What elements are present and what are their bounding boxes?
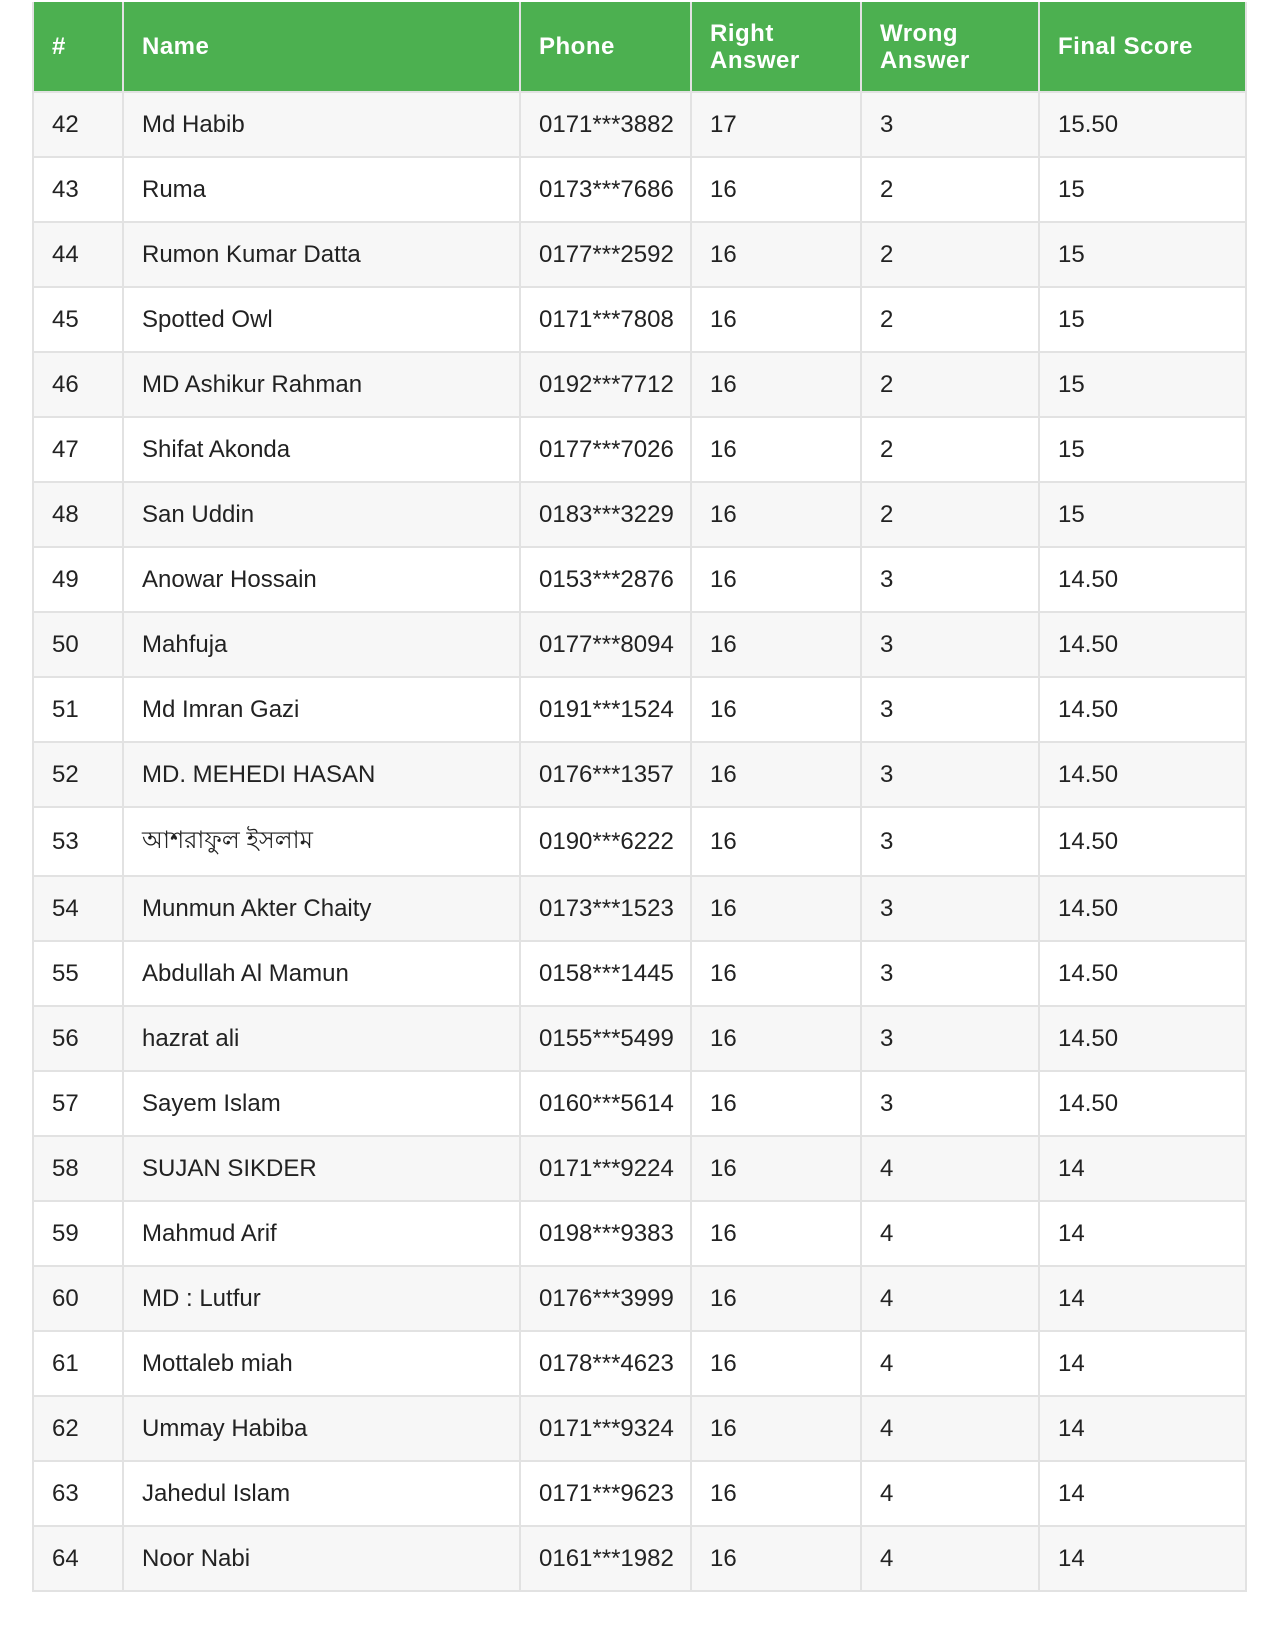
cell-rank: 45 [33, 287, 123, 352]
cell-right-answer: 16 [691, 677, 861, 742]
table-row [33, 1396, 1246, 1461]
cell-rank: 49 [33, 547, 123, 612]
cell-right-answer: 16 [691, 612, 861, 677]
cell-right-answer: 16 [691, 742, 861, 807]
cell-wrong-answer: 4 [861, 1461, 1039, 1526]
cell-name: Noor Nabi [123, 1526, 520, 1591]
cell-rank: 56 [33, 1006, 123, 1071]
table-row [33, 742, 1246, 807]
header-phone: Phone [520, 2, 691, 92]
cell-rank: 52 [33, 742, 123, 807]
cell-rank: 61 [33, 1331, 123, 1396]
cell-phone: 0173***1523 [520, 876, 691, 941]
header-final-score: Final Score [1039, 2, 1246, 92]
cell-right-answer: 16 [691, 1396, 861, 1461]
cell-wrong-answer: 3 [861, 742, 1039, 807]
cell-rank: 59 [33, 1201, 123, 1266]
cell-final-score: 14 [1039, 1266, 1246, 1331]
cell-final-score: 14.50 [1039, 807, 1246, 876]
cell-phone: 0176***3999 [520, 1266, 691, 1331]
cell-right-answer: 16 [691, 417, 861, 482]
cell-rank: 42 [33, 92, 123, 157]
cell-right-answer: 16 [691, 482, 861, 547]
cell-final-score: 14.50 [1039, 677, 1246, 742]
cell-wrong-answer: 3 [861, 1071, 1039, 1136]
cell-phone: 0177***8094 [520, 612, 691, 677]
cell-name: Munmun Akter Chaity [123, 876, 520, 941]
cell-final-score: 15 [1039, 157, 1246, 222]
cell-rank: 60 [33, 1266, 123, 1331]
cell-phone: 0198***9383 [520, 1201, 691, 1266]
table-row [33, 92, 1246, 157]
cell-final-score: 15 [1039, 482, 1246, 547]
cell-wrong-answer: 2 [861, 287, 1039, 352]
cell-name: Mahfuja [123, 612, 520, 677]
cell-name: Spotted Owl [123, 287, 520, 352]
table-row [33, 1266, 1246, 1331]
cell-name: Ummay Habiba [123, 1396, 520, 1461]
cell-phone: 0176***1357 [520, 742, 691, 807]
cell-name: MD Ashikur Rahman [123, 352, 520, 417]
table-row [33, 547, 1246, 612]
table-row [33, 941, 1246, 1006]
cell-phone: 0171***7808 [520, 287, 691, 352]
cell-right-answer: 16 [691, 157, 861, 222]
cell-name: Jahedul Islam [123, 1461, 520, 1526]
cell-right-answer: 16 [691, 1266, 861, 1331]
cell-phone: 0173***7686 [520, 157, 691, 222]
cell-rank: 57 [33, 1071, 123, 1136]
cell-name: MD. MEHEDI HASAN [123, 742, 520, 807]
cell-name: Rumon Kumar Datta [123, 222, 520, 287]
table-row [33, 417, 1246, 482]
table-row [33, 807, 1246, 876]
table-row [33, 287, 1246, 352]
cell-wrong-answer: 3 [861, 941, 1039, 1006]
cell-wrong-answer: 3 [861, 807, 1039, 876]
cell-wrong-answer: 3 [861, 92, 1039, 157]
cell-right-answer: 16 [691, 941, 861, 1006]
cell-wrong-answer: 4 [861, 1526, 1039, 1591]
cell-wrong-answer: 4 [861, 1331, 1039, 1396]
cell-phone: 0161***1982 [520, 1526, 691, 1591]
table-row [33, 222, 1246, 287]
cell-name: Sayem Islam [123, 1071, 520, 1136]
cell-rank: 50 [33, 612, 123, 677]
table-body [33, 92, 1246, 1591]
table-row [33, 352, 1246, 417]
cell-right-answer: 16 [691, 1461, 861, 1526]
cell-phone: 0155***5499 [520, 1006, 691, 1071]
header-row [33, 2, 1246, 92]
cell-wrong-answer: 2 [861, 352, 1039, 417]
header-wrong-answer: Wrong Answer [861, 2, 1039, 92]
cell-final-score: 15 [1039, 222, 1246, 287]
table-row [33, 1071, 1246, 1136]
cell-rank: 55 [33, 941, 123, 1006]
cell-wrong-answer: 3 [861, 677, 1039, 742]
cell-final-score: 14.50 [1039, 876, 1246, 941]
cell-right-answer: 16 [691, 222, 861, 287]
cell-phone: 0171***9623 [520, 1461, 691, 1526]
cell-right-answer: 16 [691, 1201, 861, 1266]
cell-rank: 54 [33, 876, 123, 941]
table-row [33, 1461, 1246, 1526]
cell-right-answer: 16 [691, 1526, 861, 1591]
cell-phone: 0178***4623 [520, 1331, 691, 1396]
cell-final-score: 14 [1039, 1201, 1246, 1266]
cell-right-answer: 16 [691, 1006, 861, 1071]
cell-right-answer: 16 [691, 547, 861, 612]
cell-phone: 0171***9324 [520, 1396, 691, 1461]
header-name: Name [123, 2, 520, 92]
cell-name: Mahmud Arif [123, 1201, 520, 1266]
table-row [33, 482, 1246, 547]
table-row [33, 677, 1246, 742]
cell-final-score: 14 [1039, 1331, 1246, 1396]
cell-final-score: 15 [1039, 417, 1246, 482]
cell-right-answer: 16 [691, 352, 861, 417]
cell-name: Ruma [123, 157, 520, 222]
cell-final-score: 14 [1039, 1396, 1246, 1461]
table-row [33, 1201, 1246, 1266]
cell-phone: 0158***1445 [520, 941, 691, 1006]
header-rank: # [33, 2, 123, 92]
cell-right-answer: 16 [691, 1136, 861, 1201]
cell-wrong-answer: 2 [861, 222, 1039, 287]
cell-wrong-answer: 4 [861, 1201, 1039, 1266]
results-table [32, 2, 1247, 1592]
table-row [33, 876, 1246, 941]
cell-phone: 0153***2876 [520, 547, 691, 612]
cell-name: Shifat Akonda [123, 417, 520, 482]
cell-wrong-answer: 4 [861, 1266, 1039, 1331]
cell-name: SUJAN SIKDER [123, 1136, 520, 1201]
cell-name: hazrat ali [123, 1006, 520, 1071]
cell-final-score: 15.50 [1039, 92, 1246, 157]
cell-name: Mottaleb miah [123, 1331, 520, 1396]
cell-phone: 0171***9224 [520, 1136, 691, 1201]
cell-right-answer: 16 [691, 807, 861, 876]
cell-wrong-answer: 4 [861, 1136, 1039, 1201]
cell-name: San Uddin [123, 482, 520, 547]
cell-name: Md Habib [123, 92, 520, 157]
cell-rank: 46 [33, 352, 123, 417]
table-row [33, 157, 1246, 222]
cell-name: Abdullah Al Mamun [123, 941, 520, 1006]
cell-rank: 43 [33, 157, 123, 222]
cell-rank: 58 [33, 1136, 123, 1201]
cell-final-score: 14.50 [1039, 1006, 1246, 1071]
cell-phone: 0160***5614 [520, 1071, 691, 1136]
cell-final-score: 14.50 [1039, 612, 1246, 677]
cell-name: Md Imran Gazi [123, 677, 520, 742]
cell-wrong-answer: 2 [861, 417, 1039, 482]
cell-phone: 0177***7026 [520, 417, 691, 482]
cell-rank: 62 [33, 1396, 123, 1461]
cell-phone: 0183***3229 [520, 482, 691, 547]
cell-final-score: 14.50 [1039, 547, 1246, 612]
table-row [33, 1526, 1246, 1591]
cell-phone: 0171***3882 [520, 92, 691, 157]
cell-right-answer: 16 [691, 1331, 861, 1396]
cell-final-score: 14 [1039, 1461, 1246, 1526]
cell-wrong-answer: 3 [861, 1006, 1039, 1071]
cell-phone: 0192***7712 [520, 352, 691, 417]
table-row [33, 1136, 1246, 1201]
cell-phone: 0177***2592 [520, 222, 691, 287]
cell-name: আশরাফুল ইসলাম [123, 807, 520, 876]
cell-final-score: 14.50 [1039, 941, 1246, 1006]
cell-wrong-answer: 2 [861, 482, 1039, 547]
cell-final-score: 14 [1039, 1526, 1246, 1591]
cell-name: MD : Lutfur [123, 1266, 520, 1331]
cell-right-answer: 17 [691, 92, 861, 157]
cell-right-answer: 16 [691, 287, 861, 352]
table-row [33, 1331, 1246, 1396]
cell-wrong-answer: 2 [861, 157, 1039, 222]
cell-phone: 0191***1524 [520, 677, 691, 742]
header-right-answer: Right Answer [691, 2, 861, 92]
cell-wrong-answer: 3 [861, 876, 1039, 941]
cell-rank: 64 [33, 1526, 123, 1591]
cell-wrong-answer: 3 [861, 612, 1039, 677]
cell-name: Anowar Hossain [123, 547, 520, 612]
cell-final-score: 14.50 [1039, 1071, 1246, 1136]
table-header [33, 2, 1246, 92]
cell-rank: 53 [33, 807, 123, 876]
cell-final-score: 15 [1039, 352, 1246, 417]
cell-rank: 51 [33, 677, 123, 742]
cell-right-answer: 16 [691, 876, 861, 941]
cell-rank: 63 [33, 1461, 123, 1526]
cell-rank: 47 [33, 417, 123, 482]
cell-rank: 44 [33, 222, 123, 287]
cell-phone: 0190***6222 [520, 807, 691, 876]
cell-wrong-answer: 4 [861, 1396, 1039, 1461]
cell-final-score: 14.50 [1039, 742, 1246, 807]
cell-wrong-answer: 3 [861, 547, 1039, 612]
cell-final-score: 15 [1039, 287, 1246, 352]
cell-rank: 48 [33, 482, 123, 547]
table-row [33, 1006, 1246, 1071]
cell-right-answer: 16 [691, 1071, 861, 1136]
table-row [33, 612, 1246, 677]
cell-final-score: 14 [1039, 1136, 1246, 1201]
